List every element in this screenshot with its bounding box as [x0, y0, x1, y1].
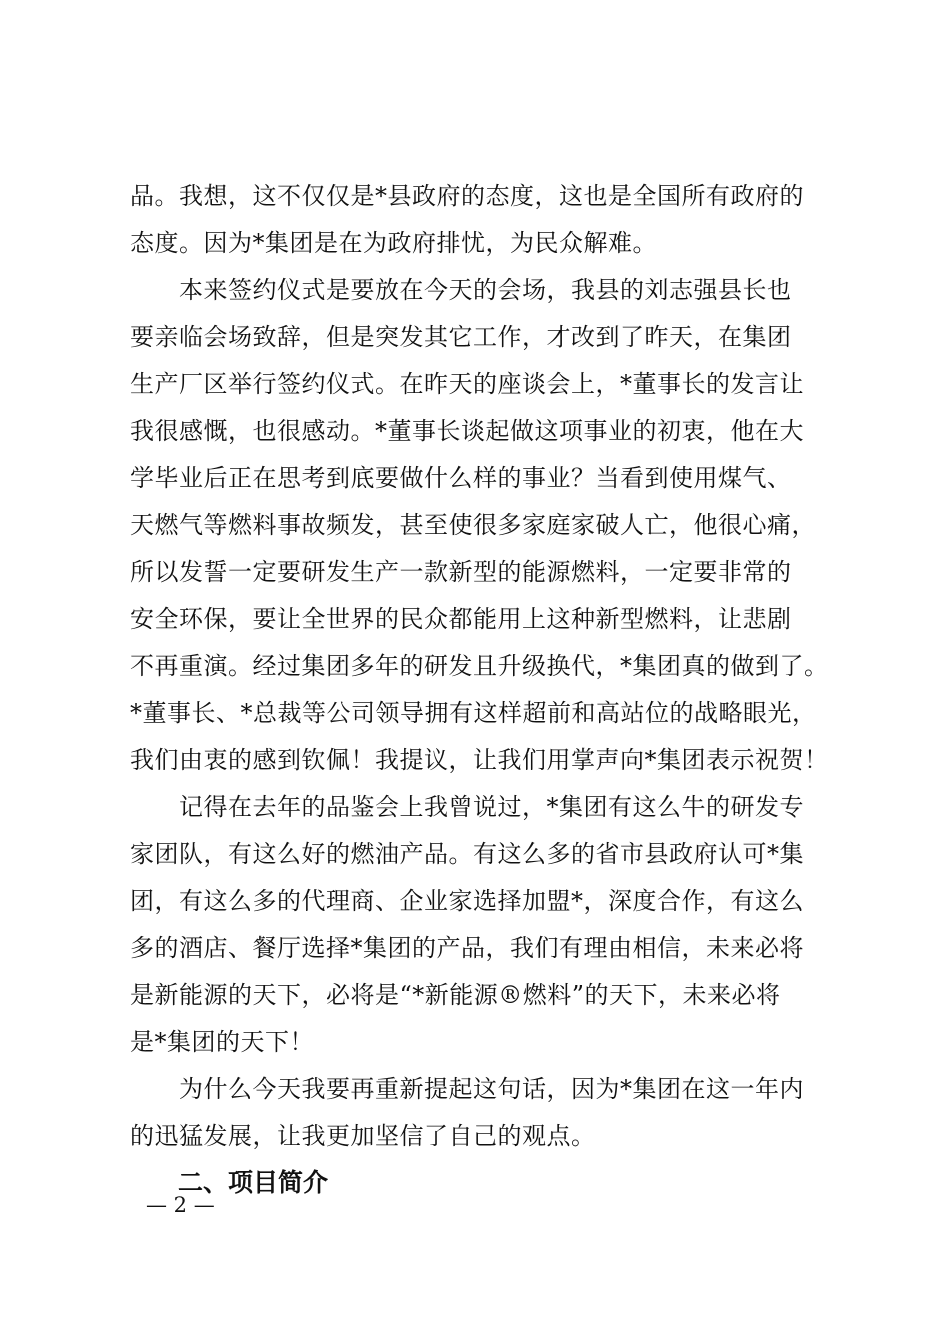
paragraph-line: 我们由衷的感到钦佩！我提议，让我们用掌声向*集团表示祝贺！: [130, 746, 829, 774]
paragraph-line: 态度。因为*集团是在为政府排忧，为民众解难。: [130, 229, 657, 257]
paragraph-line: 的迅猛发展，让我更加坚信了自己的观点。: [130, 1122, 596, 1150]
paragraph-line: 家团队，有这么好的燃油产品。有这么多的省市县政府认可*集: [130, 840, 804, 868]
paragraph-line: 为什么今天我要再重新提起这句话，因为*集团在这一年内: [130, 1075, 804, 1103]
paragraph-line: 天燃气等燃料事故频发，甚至使很多家庭家破人亡，他很心痛，: [130, 511, 816, 539]
section-heading: 二、项目简介: [178, 1168, 329, 1197]
paragraph-line: 多的酒店、餐厅选择*集团的产品，我们有理由相信，未来必将: [130, 934, 804, 962]
paragraph-line: 品。我想，这不仅仅是*县政府的态度，这也是全国所有政府的: [130, 182, 804, 210]
paragraph-line: 我很感慨，也很感动。*董事长谈起做这项事业的初衷，他在大: [130, 417, 804, 445]
paragraph-line: 团，有这么多的代理商、企业家选择加盟*，深度合作，有这么: [130, 887, 804, 915]
paragraph-line: 要亲临会场致辞，但是突发其它工作，才改到了昨天，在集团: [130, 323, 792, 351]
paragraph-line: 记得在去年的品鉴会上我曾说过，*集团有这么牛的研发专: [130, 793, 804, 821]
paragraph-line: 是新能源的天下，必将是“*新能源®燃料”的天下，未来必将: [130, 981, 781, 1009]
page-number: — 2 —: [146, 1193, 215, 1217]
paragraph-line: 不再重演。经过集团多年的研发且升级换代，*集团真的做到了。: [130, 652, 829, 680]
paragraph-line: 学毕业后正在思考到底要做什么样的事业？当看到使用煤气、: [130, 464, 792, 492]
paragraph-line: 安全环保，要让全世界的民众都能用上这种新型燃料，让悲剧: [130, 605, 792, 633]
paragraph-line: 是*集团的天下！: [130, 1028, 314, 1056]
paragraph-line: 所以发誓一定要研发生产一款新型的能源燃料，一定要非常的: [130, 558, 792, 586]
paragraph-line: 生产厂区举行签约仪式。在昨天的座谈会上，*董事长的发言让: [130, 370, 804, 398]
paragraph-line: 本来签约仪式是要放在今天的会场，我县的刘志强县长也: [130, 276, 792, 304]
paragraph-line: *董事长、*总裁等公司领导拥有这样超前和高站位的战略眼光，: [130, 699, 817, 727]
